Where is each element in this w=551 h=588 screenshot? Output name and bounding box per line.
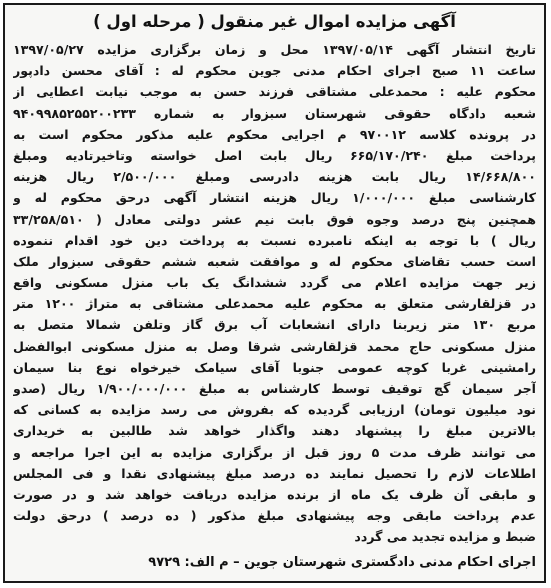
body-line: در قزلقارشی متعلق به محکوم علیه محمدعلی مشتاقی به متراژ ۱۲۰۰ متر (13, 296, 536, 312)
body-line: نود میلیون تومان) ارزیابی گردیده که بفروش می رسد مزایده به کسانی که (13, 402, 536, 418)
body-line: پرداخت مبلغ ۶۶۵/۱۷۰/۲۴۰ ریال بابت اصل خواسته وتاخیرتادیه ومبلغ (13, 147, 536, 163)
notice-signature: اجرای احکام مدنی دادگستری شهرستان جوین – م الف: ۹۷۲۹ (148, 555, 536, 570)
body-line: ریال ) با توجه به اینکه نامبرده نسبت به پرداخت دین خود اقدام ننموده (13, 232, 536, 248)
body-line: اطلاعات لازم را تحصیل نمایند ده درصد مبلغ پیشنهادی نقدا و فی المجلس (13, 465, 536, 481)
body-line: مربع ۱۳۰ متر زیربنا دارای انشعابات آب برق گاز وتلفن شمالا متصل به (13, 317, 536, 333)
body-line: عدم پرداخت مابقی وجه پیشنهادی مبلغ مذکور ( ده درصد ) درحق دولت (13, 508, 536, 524)
body-line: در پرونده کلاسه ۹۷۰۰۱۲ م اجرایی محکوم علیه مذکور محکوم است به (13, 126, 536, 142)
body-line: بالاترین مبلغ را پیشنهاد دهند واگذار خواهد شد طالبین به خریداری (13, 423, 536, 439)
notice-title: آگهی مزایده اموال غیر منقول ( مرحله اول ) (93, 12, 456, 31)
body-line: و مابقی آن ظرف یک ماه از برنده مزایده دریافت خواهد شد و در صورت (13, 486, 536, 502)
body-line: کارشناسی مبلغ ۱/۰۰۰/۰۰۰ ریال هزینه انتشار آگهی درحق محکوم له و (13, 190, 536, 206)
body-line: محکوم علیه : محمدعلی مشتاقی فرزند حسن به موجب نیابت اعطایی از (13, 84, 536, 100)
body-line: ۱۴/۶۶۸/۸۰۰ ریال بابت هزینه دادرسی ومبلغ ۲/۵۰۰/۰۰۰ ریال هزینه (13, 169, 536, 185)
body-line: آجر سیمان گچ توقیف توسط کارشناس به مبلغ ۱/۹۰۰/۰۰۰/۰۰۰ ریال (صدو (13, 381, 536, 396)
body-line: است حسب تقاضای محکوم له و موافقت شعبه ششم حقوقی سبزوار ملک (13, 253, 536, 269)
body-line: زیر جهت مزایده اعلام می گردد ششدانگ یک باب منزل مسکونی واقع (13, 275, 536, 291)
notice-body (13, 39, 536, 548)
notice-frame (3, 3, 546, 583)
body-line: شعبه دادگاه حقوقی شهرستان سبزوار به شماره ۹۴۰۹۹۸۵۲۵۵۲۰۰۲۳۳ (13, 105, 536, 121)
body-line: منزل مسکونی حاج محمد قزلقارشی شرقا وصل به منزل مسکونی ابوالفضل (13, 338, 536, 354)
body-line: ساعت ۱۱ صبح اجرای احکام مدنی جوین محکوم له : آقای محسن دادپور (13, 63, 536, 79)
body-line: می توانند ظرف مدت ۵ روز قبل از برگزاری مزایده به این اجرا مراجعه و (13, 444, 536, 460)
body-line: همچنین پنج درصد وجوه فوق بابت نیم عشر دولتی معادل ( ۳۳/۲۵۸/۵۱۰ (13, 211, 536, 227)
body-line: رامشینی غربا کوچه عمومی جنوبا آقای سیامک خیرخواه نوع بنا سیمان (13, 359, 536, 375)
body-line: تاریخ انتشار آگهی ۱۳۹۷/۰۵/۱۴ محل و زمان برگزاری مزایده ۱۳۹۷/۰۵/۲۷ (13, 42, 536, 57)
body-line-last: ضبط و مزایده تجدید می گردد (354, 529, 536, 545)
